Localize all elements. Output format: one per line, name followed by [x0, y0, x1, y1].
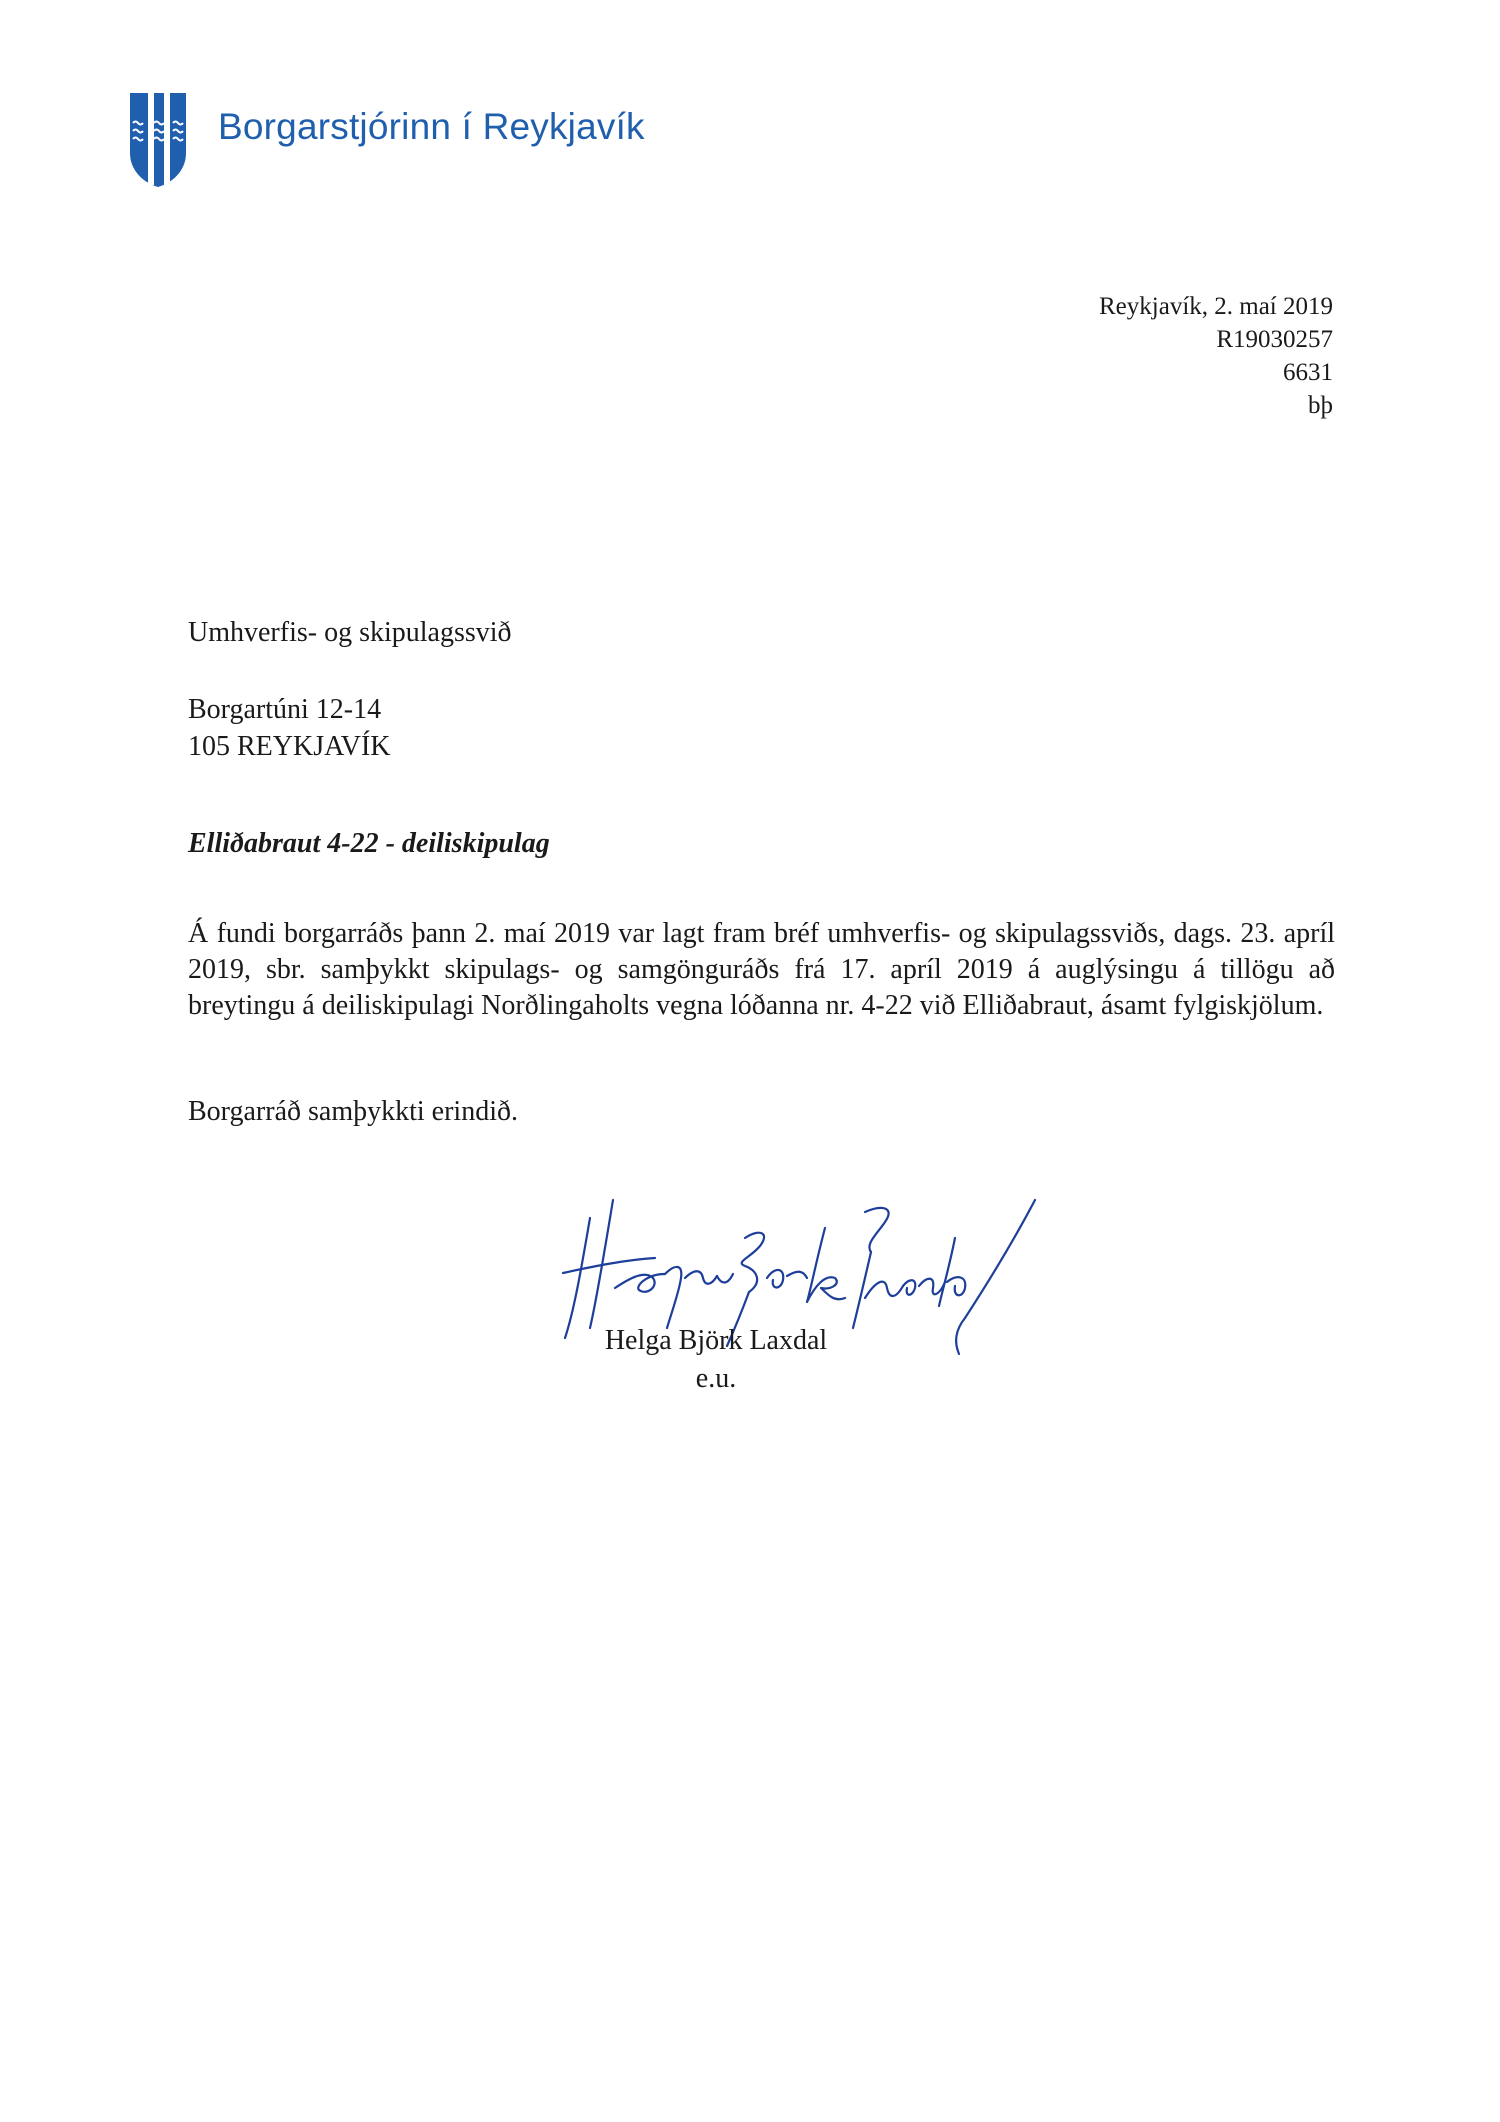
place-date: Reykjavík, 2. maí 2019 — [1099, 293, 1333, 320]
document-number: 6631 — [1283, 359, 1333, 386]
letter-meta — [1099, 290, 1333, 422]
author-initials: bþ — [1308, 392, 1333, 419]
case-number: R19030257 — [1216, 326, 1333, 353]
org-name: Borgarstjórinn í Reykjavík — [218, 106, 645, 147]
letter-closing: Borgarráð samþykkti erindið. — [188, 1096, 518, 1127]
signatory — [566, 1322, 866, 1398]
recipient-street: Borgartúni 12-14 — [188, 694, 382, 725]
signatory-name: Helga Björk Laxdal — [604, 1325, 828, 1356]
recipient-address — [188, 614, 512, 765]
letter-subject: Elliðabraut 4-22 - deiliskipulag — [188, 828, 550, 859]
reykjavik-coat-of-arms-icon — [128, 91, 188, 189]
letter-body: Á fundi borgarráðs þann 2. maí 2019 var lagt fram bréf umhverfis- og skipulagssviðs, dags. 23. apríl 2019, sbr. samþykkt skipulags- og samgönguráðs frá 17. apríl 2019 á auglýsingu á tillögu að breytingu á deiliskipulagi Norðlingaholts vegna lóðanna nr. 4-22 við Elliðabraut, ásamt fylgiskjölum. — [188, 918, 1335, 1021]
recipient-department: Umhverfis- og skipulagssvið — [188, 617, 512, 648]
signatory-title: e.u. — [695, 1363, 737, 1394]
letterhead — [128, 90, 645, 190]
recipient-postal: 105 REYKJAVÍK — [188, 731, 391, 762]
